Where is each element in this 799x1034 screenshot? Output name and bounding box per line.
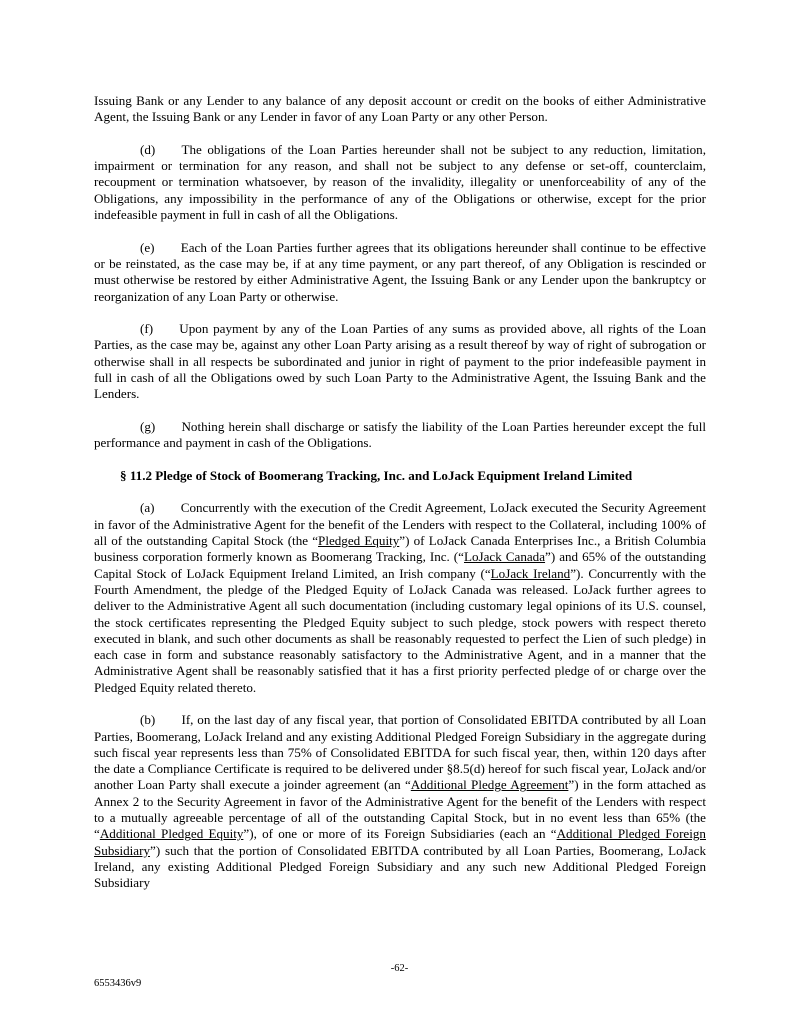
defined-term-pledged-equity: Pledged Equity	[318, 533, 400, 549]
paragraph-g: (g) Nothing herein shall discharge or satisfy the liability of the Loan Parties hereunder except the full performance and payment in cash of the Obligations.	[94, 418, 706, 451]
defined-term-additional-pledge-agreement: Additional Pledge Agreement	[410, 777, 569, 793]
paragraph-a-text-4: ”). Concurrently with the Fourth Amendment, the pledge of the Pledged Equity of LoJack Canada was released. LoJack further agrees to deliver to the Administrative Agent all such documentation (including customary legal opinions of its U.S. counsel, the stock certificates representing the Pledged Equity subject to such pledge, stock powers with respect thereto executed in blank, and such other documents as shall be reasonably requested to perfect the Lien of such pledge) in each case in form and substance reasonably satisfactory to the Administrative Agent, and in a manner that the Administrative Agent shall be reasonably satisfied that it has a first priority perfected pledge of or charge over the Pledged Equity related thereto.	[94, 565, 706, 695]
document-id: 6553436v9	[94, 978, 142, 989]
paragraph-b-text-1: (b) If, on the last day of any fiscal year, that portion of Consolidated EBITDA contributed by all Loan Parties, Boomerang, LoJack Ireland and any existing Additional Pledged Foreign Subsidiary in the aggregate during such fiscal year represents less than 75% of Consolidated EBITDA for such fiscal year, then, within 120 days after the date a Compliance Certificate is required to be delivered under §8.5(d) hereof for such fiscal year, LoJack and/or another Loan Party shall execute a joinder agreement (an “	[94, 712, 706, 793]
defined-term-lojack-canada: LoJack Canada	[463, 549, 546, 565]
defined-term-lojack-ireland: LoJack Ireland	[490, 565, 571, 581]
paragraph-e: (e) Each of the Loan Parties further agrees that its obligations hereunder shall continue to be effective or be reinstated, as the case may be, if at any time payment, or any part thereof, of any Obligation is rescinded or must otherwise be restored by either Administrative Agent, the Issuing Bank or any Lender upon the bankruptcy or reorganization of any Loan Party or otherwise.	[94, 239, 706, 304]
paragraph-a-text-3: ”) and 65% of the outstanding Capital Stock of LoJack Equipment Ireland Limited, an Irish company (“	[94, 549, 707, 581]
paragraph-d: (d) The obligations of the Loan Parties hereunder shall not be subject to any reduction, limitation, impairment or termination for any reason, and shall not be subject to any defense or set-off, counterclaim, recoupment or termination whatsoever, by reason of the invalidity, illegality or unenforceability of any of the Obligations, any impossibility in the performance of any of the Obligations or otherwise, except for the prior indefeasible payment in full in cash of all the Obligations.	[94, 141, 706, 223]
paragraph-b	[94, 712, 706, 891]
paragraph-a-text-1: (a) Concurrently with the execution of the Credit Agreement, LoJack executed the Security Agreement in favor of the Administrative Agent for the benefit of the Lenders with respect to the Collateral, including 100% of all of the outstanding Capital Stock (the “	[94, 500, 706, 549]
paragraph-b-text-2: ”) in the form attached as Annex 2 to the Security Agreement in favor of the Administrative Agent for the benefit of the Lenders with respect to a mutually agreeable percentage of all of the outstanding Capital Stock, but in no event less than 65% (the “	[94, 777, 706, 842]
document-body	[94, 93, 706, 908]
paragraph-a	[94, 500, 706, 696]
paragraph-continued: Issuing Bank or any Lender to any balance of any deposit account or credit on the books of either Administrative Agent, the Issuing Bank or any Lender in favor of any Loan Party or any other Person.	[94, 93, 706, 125]
paragraph-b-text-4: ”) such that the portion of Consolidated EBITDA contributed by all Loan Parties, Boomerang, LoJack Ireland, any existing Additional Pledged Foreign Subsidiary and any such new Additional Pledged Foreign Subsidiary	[94, 842, 706, 891]
section-heading: § 11.2 Pledge of Stock of Boomerang Tracking, Inc. and LoJack Equipment Ireland Limited	[120, 467, 633, 483]
page-number: -62-	[390, 963, 409, 974]
defined-term-additional-pledged-foreign-subsidiary: Additional Pledged Foreign Subsidiary	[94, 826, 706, 858]
paragraph-b-text-3: ”), of one or more of its Foreign Subsidiaries (each an “	[243, 826, 557, 842]
paragraph-a-text-2: ”) of LoJack Canada Enterprises Inc., a British Columbia business corporation formerly known as Boomerang Tracking, Inc. (“	[94, 533, 706, 565]
defined-term-additional-pledged-equity: Additional Pledged Equity	[99, 826, 244, 842]
paragraph-f: (f) Upon payment by any of the Loan Parties of any sums as provided above, all rights of the Loan Parties, as the case may be, against any other Loan Party arising as a result thereof by way of right of subrogation or otherwise shall in all respects be subordinated and junior in right of payment to the prior indefeasible payment in full in cash of all the Obligations owed by such Loan Party to the Administrative Agent, the Issuing Bank and the Lenders.	[94, 321, 706, 402]
